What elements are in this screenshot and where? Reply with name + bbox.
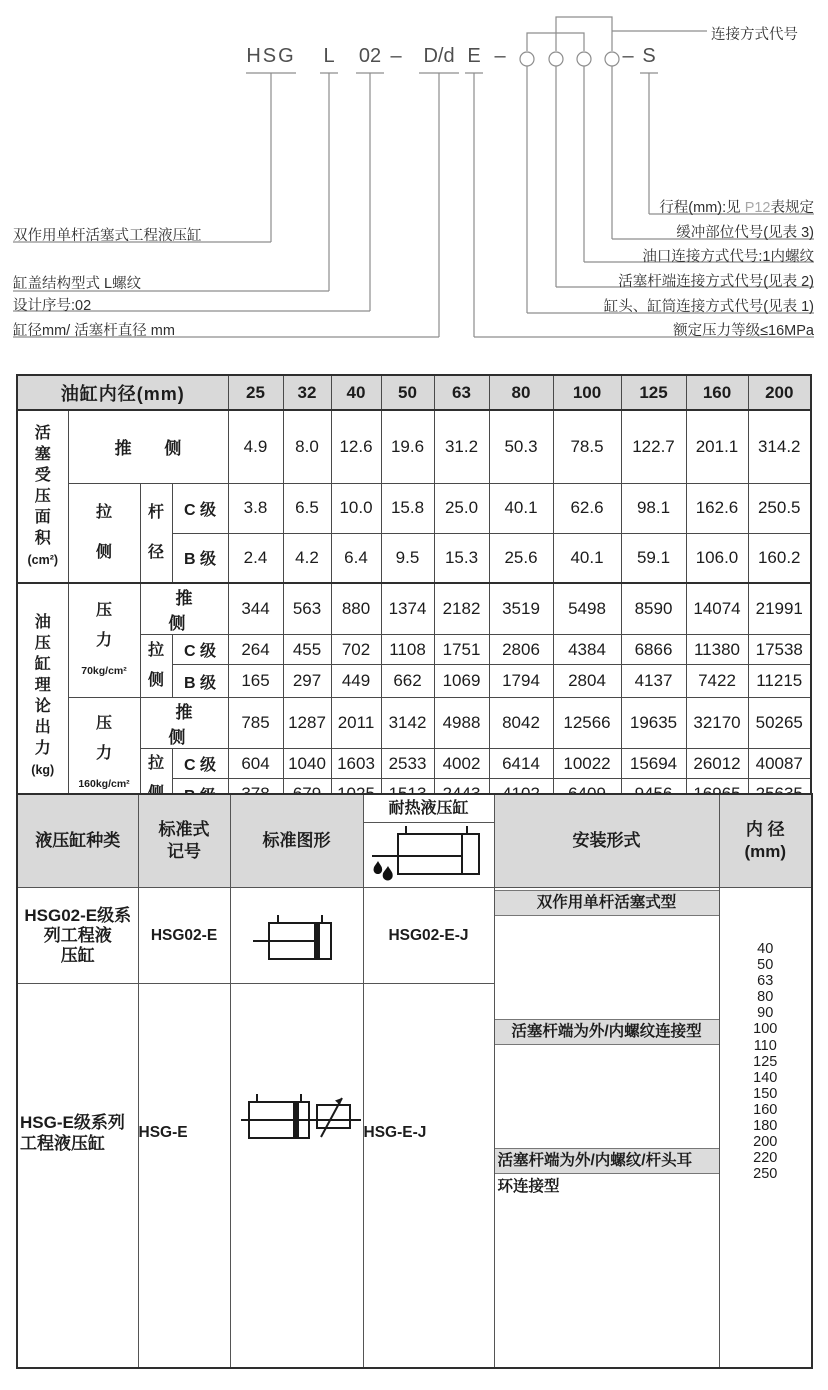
callout-connection-code: 连接方式代号	[711, 27, 798, 43]
pull-side-label: 拉 侧	[140, 635, 172, 698]
spec-value: 11215	[748, 665, 811, 698]
spec-header-row	[17, 375, 811, 410]
header-mounting-style: 安装形式	[494, 794, 719, 888]
pressure-160-label: 压 力 160kg/cm²	[68, 698, 140, 811]
callout-head-tube-connection: 缸头、缸筒连接方式代号(见表 1)	[603, 299, 814, 315]
spec-value: 604	[228, 749, 283, 779]
connection-code-circle	[520, 52, 534, 66]
stroke-text: 行程(mm):见	[659, 200, 745, 216]
spec-value: 7422	[686, 665, 748, 698]
force-group-label: 油 压 缸 理 论 出 力 (kg)	[17, 583, 68, 811]
spec-value: 563	[283, 583, 331, 635]
spec-value: 6866	[621, 635, 686, 665]
type-row-hsg02e	[17, 888, 812, 984]
spec-value: 32170	[686, 698, 748, 749]
bore-col-header: 40	[331, 375, 381, 410]
connection-code-circle	[577, 52, 591, 66]
type-header-row	[17, 794, 812, 888]
bore-col-header: 125	[621, 375, 686, 410]
spec-value: 4.2	[283, 533, 331, 583]
callout-cushion-code: 缓冲部位代号(见表 3)	[676, 225, 814, 241]
spec-value: 106.0	[686, 533, 748, 583]
spec-value: 1603	[331, 749, 381, 779]
cylinder-series-name: HSG02-E级系 列工程液 压缸	[17, 888, 138, 984]
spec-value: 50.3	[489, 410, 553, 483]
bore-col-header: 80	[489, 375, 553, 410]
callout-cover-structure: 缸盖结构型式 L螺纹	[13, 276, 142, 292]
spec-value: 10.0	[331, 483, 381, 533]
spec-value: 4.9	[228, 410, 283, 483]
spec-value: 165	[228, 665, 283, 698]
spec-value: 1751	[434, 635, 489, 665]
mount-band-thread-connection: 活塞杆端为外/内螺纹连接型	[495, 1019, 719, 1045]
model-code-series: HSG	[246, 45, 296, 67]
spec-value: 314.2	[748, 410, 811, 483]
spec-value: 8590	[621, 583, 686, 635]
spec-value: 662	[381, 665, 434, 698]
push-side-label: 推 侧	[140, 698, 228, 749]
header-cylinder-type: 液压缸种类	[17, 794, 138, 888]
spec-value: 201.1	[686, 410, 748, 483]
pressure-70-label: 压 力 70kg/cm²	[68, 583, 140, 698]
spec-value: 2804	[553, 665, 621, 698]
bore-col-header: 160	[686, 375, 748, 410]
rod-diameter-label: 杆 径	[140, 483, 172, 583]
connection-code-circle	[549, 52, 563, 66]
header-heat-resistant	[363, 794, 494, 888]
spec-value: 1108	[381, 635, 434, 665]
spec-value: 98.1	[621, 483, 686, 533]
model-code-diagram	[0, 0, 828, 368]
spec-value: 62.6	[553, 483, 621, 533]
spec-value: 6.5	[283, 483, 331, 533]
pull-side-label: 拉 侧	[68, 483, 140, 583]
spec-value: 12.6	[331, 410, 381, 483]
push-side-label: 推 侧	[68, 410, 228, 483]
model-code-dash: –	[494, 45, 506, 67]
spec-value: 15.3	[434, 533, 489, 583]
pull-side-label: 拉	[140, 749, 172, 811]
grade-b-label: B 级	[172, 665, 228, 698]
bore-col-header: 63	[434, 375, 489, 410]
spec-value: 50265	[748, 698, 811, 749]
spec-value: 12566	[553, 698, 621, 749]
connection-code-circle	[605, 52, 619, 66]
mount-band-double-acting: 双作用单杆活塞式型	[495, 890, 719, 916]
push-side-label: 推 侧	[140, 583, 228, 635]
spec-value: 297	[283, 665, 331, 698]
type-table	[16, 793, 813, 1369]
bore-size-list: 40 50 63 80 90 100 110 125 140 150 160 180 200 220 250	[719, 888, 812, 1369]
stroke-text-suffix: 表规定	[770, 200, 814, 216]
spec-value: 2011	[331, 698, 381, 749]
spec-value: 40.1	[489, 483, 553, 533]
standard-code: HSG02-E	[138, 888, 230, 984]
spec-value: 1040	[283, 749, 331, 779]
bore-header: 油缸内径(mm)	[17, 375, 228, 410]
spec-value: 25.0	[434, 483, 489, 533]
heat-droplets-icon	[373, 861, 392, 880]
spec-value: 455	[283, 635, 331, 665]
spec-value: 6414	[489, 749, 553, 779]
grade-b-label: B 级	[172, 533, 228, 583]
bore-col-header: 200	[748, 375, 811, 410]
spec-value: 5498	[553, 583, 621, 635]
spec-value: 4137	[621, 665, 686, 698]
spec-value: 19635	[621, 698, 686, 749]
model-code-grade: E	[467, 45, 481, 67]
spec-value: 9.5	[381, 533, 434, 583]
callout-rated-pressure: 额定压力等级≤16MPa	[673, 323, 814, 339]
spec-value: 344	[228, 583, 283, 635]
area-push-row	[17, 410, 811, 483]
spec-value: 8042	[489, 698, 553, 749]
spec-value: 250.5	[748, 483, 811, 533]
area-pull-c-row	[17, 483, 811, 533]
spec-value: 160.2	[748, 533, 811, 583]
mounting-style-cell	[494, 888, 719, 1369]
spec-value: 40087	[748, 749, 811, 779]
spec-value: 3142	[381, 698, 434, 749]
cylinder-series-name: HSG-E级系列 工程液压缸	[17, 984, 138, 1369]
area-group-label: 活 塞 受 压 面 积 (cm²)	[17, 410, 68, 583]
heat-resistant-code: HSG-E-J	[363, 984, 494, 1369]
cylinder-diagram	[230, 888, 363, 984]
header-standard-code: 标准式 记号	[138, 794, 230, 888]
spec-value: 2.4	[228, 533, 283, 583]
spec-value: 25.6	[489, 533, 553, 583]
mount-band-eye-connection: 活塞杆端为外/内螺纹/杆头耳	[495, 1148, 719, 1174]
standard-code: HSG-E	[138, 984, 230, 1369]
spec-value: 1069	[434, 665, 489, 698]
callout-cylinder-type: 双作用单杆活塞式工程液压缸	[13, 228, 202, 244]
bore-col-header: 50	[381, 375, 434, 410]
spec-value: 78.5	[553, 410, 621, 483]
header-standard-figure: 标准图形	[230, 794, 363, 888]
spec-value: 15694	[621, 749, 686, 779]
heat-resistant-code: HSG02-E-J	[363, 888, 494, 984]
spec-value: 449	[331, 665, 381, 698]
spec-value: 17538	[748, 635, 811, 665]
spec-value: 8.0	[283, 410, 331, 483]
spec-value: 59.1	[621, 533, 686, 583]
spec-value: 2533	[381, 749, 434, 779]
spec-value: 880	[331, 583, 381, 635]
grade-c-label: C 级	[172, 635, 228, 665]
spec-value: 40.1	[553, 533, 621, 583]
spec-value: 4384	[553, 635, 621, 665]
model-code-dash: –	[622, 45, 634, 67]
spec-value: 162.6	[686, 483, 748, 533]
callout-stroke	[659, 196, 814, 217]
spec-value: 4988	[434, 698, 489, 749]
spec-value: 264	[228, 635, 283, 665]
bore-col-header: 32	[283, 375, 331, 410]
bore-col-header: 100	[553, 375, 621, 410]
spec-value: 785	[228, 698, 283, 749]
spec-value: 1287	[283, 698, 331, 749]
callout-design-no: 设计序号:02	[13, 298, 92, 314]
spec-value: 2182	[434, 583, 489, 635]
spec-value: 702	[331, 635, 381, 665]
grade-c-label: C 级	[172, 483, 228, 533]
model-code-design-no: 02	[358, 45, 382, 67]
spec-value: 11380	[686, 635, 748, 665]
heat-resistant-label: 耐热液压缸	[364, 795, 494, 823]
spec-value: 6.4	[331, 533, 381, 583]
spec-table	[16, 374, 812, 812]
spec-value: 4002	[434, 749, 489, 779]
grade-c-label: C 级	[172, 749, 228, 779]
stroke-page-ref: P12	[744, 200, 771, 216]
spec-value: 10022	[553, 749, 621, 779]
model-code-dash: –	[390, 45, 402, 67]
callout-oil-port: 油口连接方式代号:1内螺纹	[642, 249, 814, 265]
model-code-bore-rod: D/d	[423, 45, 455, 67]
spec-value: 15.8	[381, 483, 434, 533]
spec-value: 1374	[381, 583, 434, 635]
callout-rod-end-connection: 活塞杆端连接方式代号(见表 2)	[618, 274, 814, 290]
spec-value: 3.8	[228, 483, 283, 533]
header-bore: 内 径 (mm)	[719, 794, 812, 888]
spec-value: 122.7	[621, 410, 686, 483]
spec-value: 1794	[489, 665, 553, 698]
heat-cylinder-diagram	[364, 823, 494, 886]
mount-band-eye-connection-line2: 环连接型	[497, 1178, 560, 1195]
force70-push-row	[17, 583, 811, 635]
bore-col-header: 25	[228, 375, 283, 410]
spec-value: 31.2	[434, 410, 489, 483]
spec-value: 3519	[489, 583, 553, 635]
callout-bore-rod: 缸径mm/ 活塞杆直径 mm	[13, 323, 175, 339]
spec-value: 2806	[489, 635, 553, 665]
spec-value: 26012	[686, 749, 748, 779]
spec-value: 21991	[748, 583, 811, 635]
cylinder-with-cushion-diagram	[230, 984, 363, 1369]
model-code-cover-type: L	[323, 45, 335, 67]
force160-push-row	[17, 698, 811, 749]
model-code-stroke: S	[642, 45, 656, 67]
spec-value: 14074	[686, 583, 748, 635]
spec-value: 19.6	[381, 410, 434, 483]
